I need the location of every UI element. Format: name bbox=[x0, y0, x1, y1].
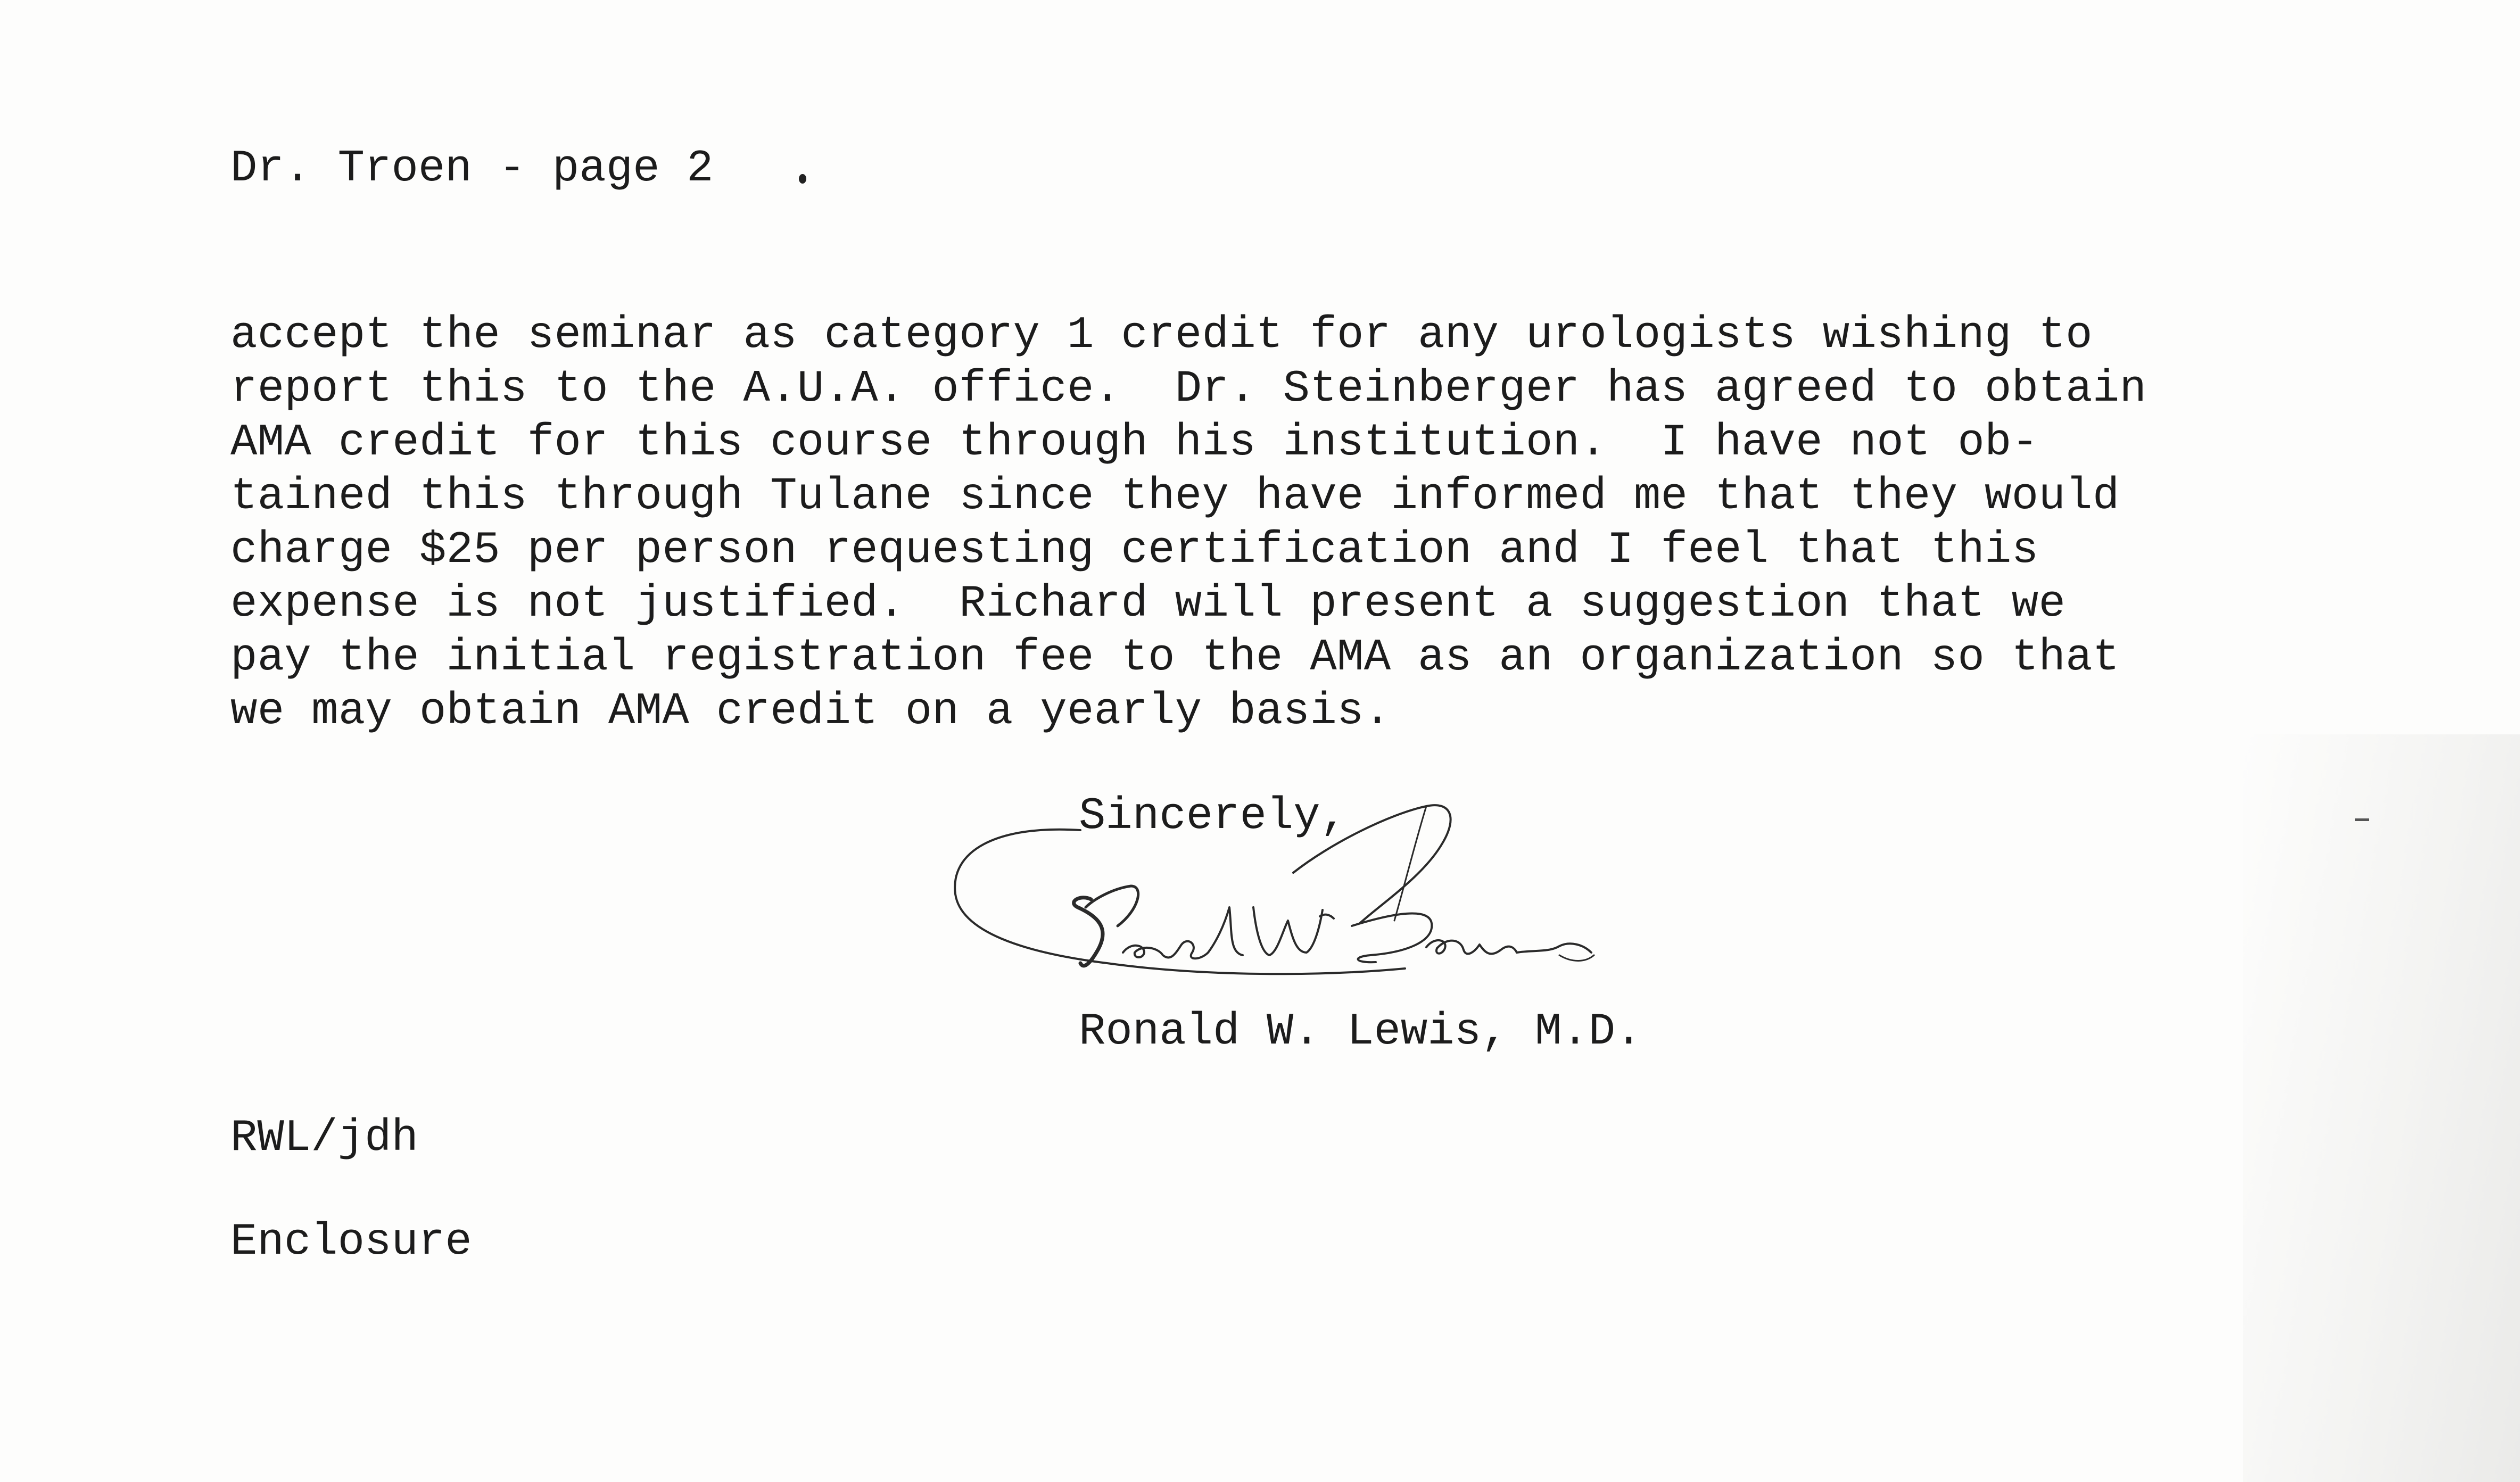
reference-initials: RWL/jdh bbox=[230, 1113, 418, 1164]
body-line: we may obtain AMA credit on a yearly basis. bbox=[230, 686, 1391, 737]
body-line: report this to the A.U.A. office. Dr. Steinberger has agreed to obtain bbox=[230, 364, 2147, 415]
body-line: pay the initial registration fee to the AMA as an organization so that bbox=[230, 633, 2120, 683]
body-line: tained this through Tulane since they have informed me that they would bbox=[230, 471, 2120, 522]
closing: Sincerely, bbox=[1079, 791, 1348, 842]
ink-speck bbox=[799, 174, 806, 184]
body-line: accept the seminar as category 1 credit for any urologists wishing to bbox=[230, 310, 2093, 361]
page-header: Dr. Troen - page 2 bbox=[230, 144, 714, 194]
edge-mark bbox=[2355, 818, 2369, 821]
enclosure-note: Enclosure bbox=[230, 1217, 472, 1268]
signature-image bbox=[947, 793, 1623, 1006]
body-line: AMA credit for this course through his institution. I have not ob- bbox=[230, 418, 2039, 468]
letter-body bbox=[230, 309, 2173, 739]
signer-name: Ronald W. Lewis, M.D. bbox=[1079, 1007, 1642, 1057]
body-line: charge $25 per person requesting certification and I feel that this bbox=[230, 525, 2039, 576]
body-line: expense is not justified. Richard will present a suggestion that we bbox=[230, 579, 2066, 630]
paper-tear-shadow bbox=[2243, 734, 2520, 1482]
